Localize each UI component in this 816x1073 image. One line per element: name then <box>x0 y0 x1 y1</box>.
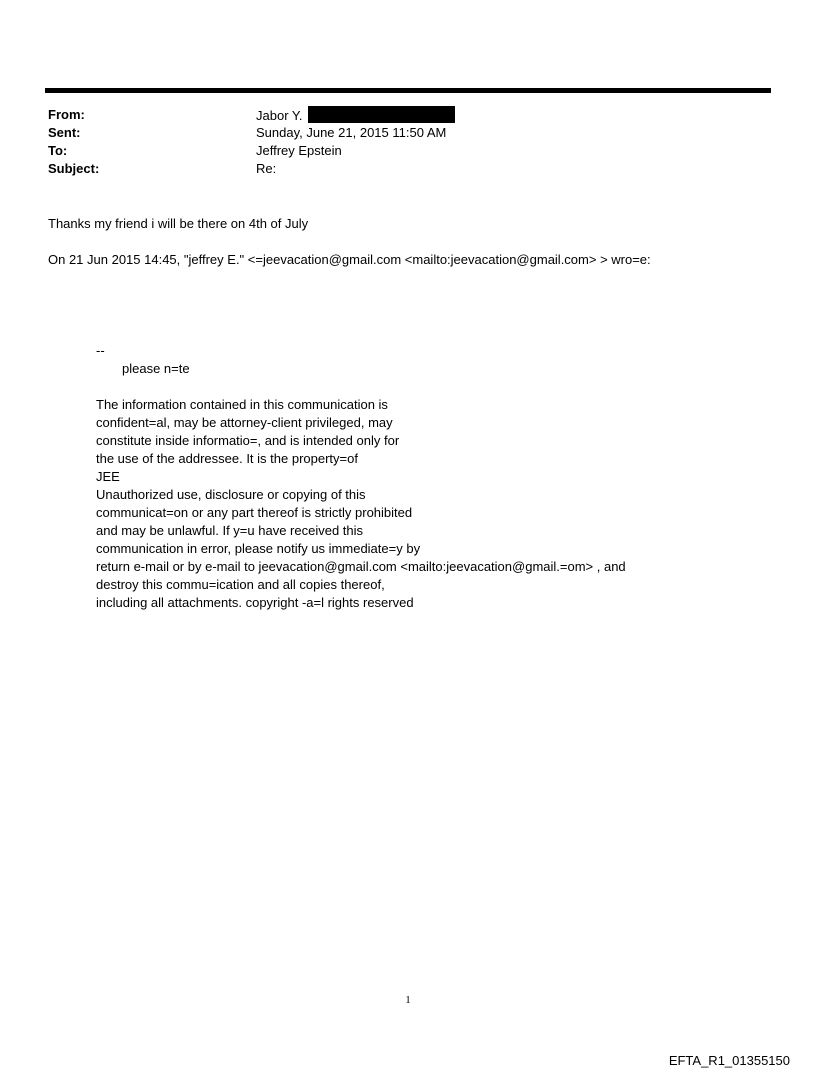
disclaimer-line: the use of the addressee. It is the property=of <box>96 451 358 466</box>
disclaimer-line: communicat=on or any part thereof is strictly prohibited <box>96 505 413 520</box>
disclaimer-line: confident=al, may be attorney-client privileged, may <box>96 415 393 430</box>
redaction-box <box>308 106 455 123</box>
quote-header: On 21 Jun 2015 14:45, "jeffrey E." <=jeevacation@gmail.com <mailto:jeevacation@gmail.com> > wro=e: <box>48 252 651 267</box>
disclaimer-line: return e-mail or by e-mail to jeevacation@gmail.com <mailto:jeevacation@gmail.=om> , and <box>96 559 626 574</box>
from-name: Jabor Y. <box>256 108 303 123</box>
subject-row <box>48 160 748 178</box>
bates-number: EFTA_R1_01355150 <box>668 1053 790 1068</box>
please-note: please n=te <box>122 361 190 376</box>
disclaimer-line: destroy this commu=ication and all copies thereof, <box>96 577 385 592</box>
header-rule <box>45 88 771 93</box>
sent-value: Sunday, June 21, 2015 11:50 AM <box>256 125 447 140</box>
disclaimer-line: Unauthorized use, disclosure or copying of this <box>96 487 366 502</box>
from-label: From: <box>48 107 85 122</box>
spacer <box>96 378 626 396</box>
from-value <box>256 106 748 124</box>
sent-row <box>48 124 748 142</box>
reply-text: Thanks my friend i will be there on 4th of July <box>48 216 309 231</box>
sent-label: Sent: <box>48 125 81 140</box>
email-header <box>48 106 748 178</box>
from-row <box>48 106 748 124</box>
disclaimer-line: The information contained in this communication is <box>96 397 388 412</box>
signature-dash: -- <box>96 343 105 358</box>
to-label: To: <box>48 143 68 158</box>
quoted-message <box>96 342 626 612</box>
disclaimer-line: communication in error, please notify us immediate=y by <box>96 541 421 556</box>
page-number: 1 <box>405 994 411 1006</box>
subject-value: Re: <box>256 161 277 176</box>
to-value: Jeffrey Epstein <box>256 143 342 158</box>
disclaimer-line: including all attachments. copyright -a=l rights reserved <box>96 595 414 610</box>
disclaimer-line: constitute inside informatio=, and is intended only for <box>96 433 400 448</box>
to-row <box>48 142 748 160</box>
subject-label: Subject: <box>48 161 100 176</box>
disclaimer-line: JEE <box>96 469 120 484</box>
disclaimer-line: and may be unlawful. If y=u have received this <box>96 523 364 538</box>
